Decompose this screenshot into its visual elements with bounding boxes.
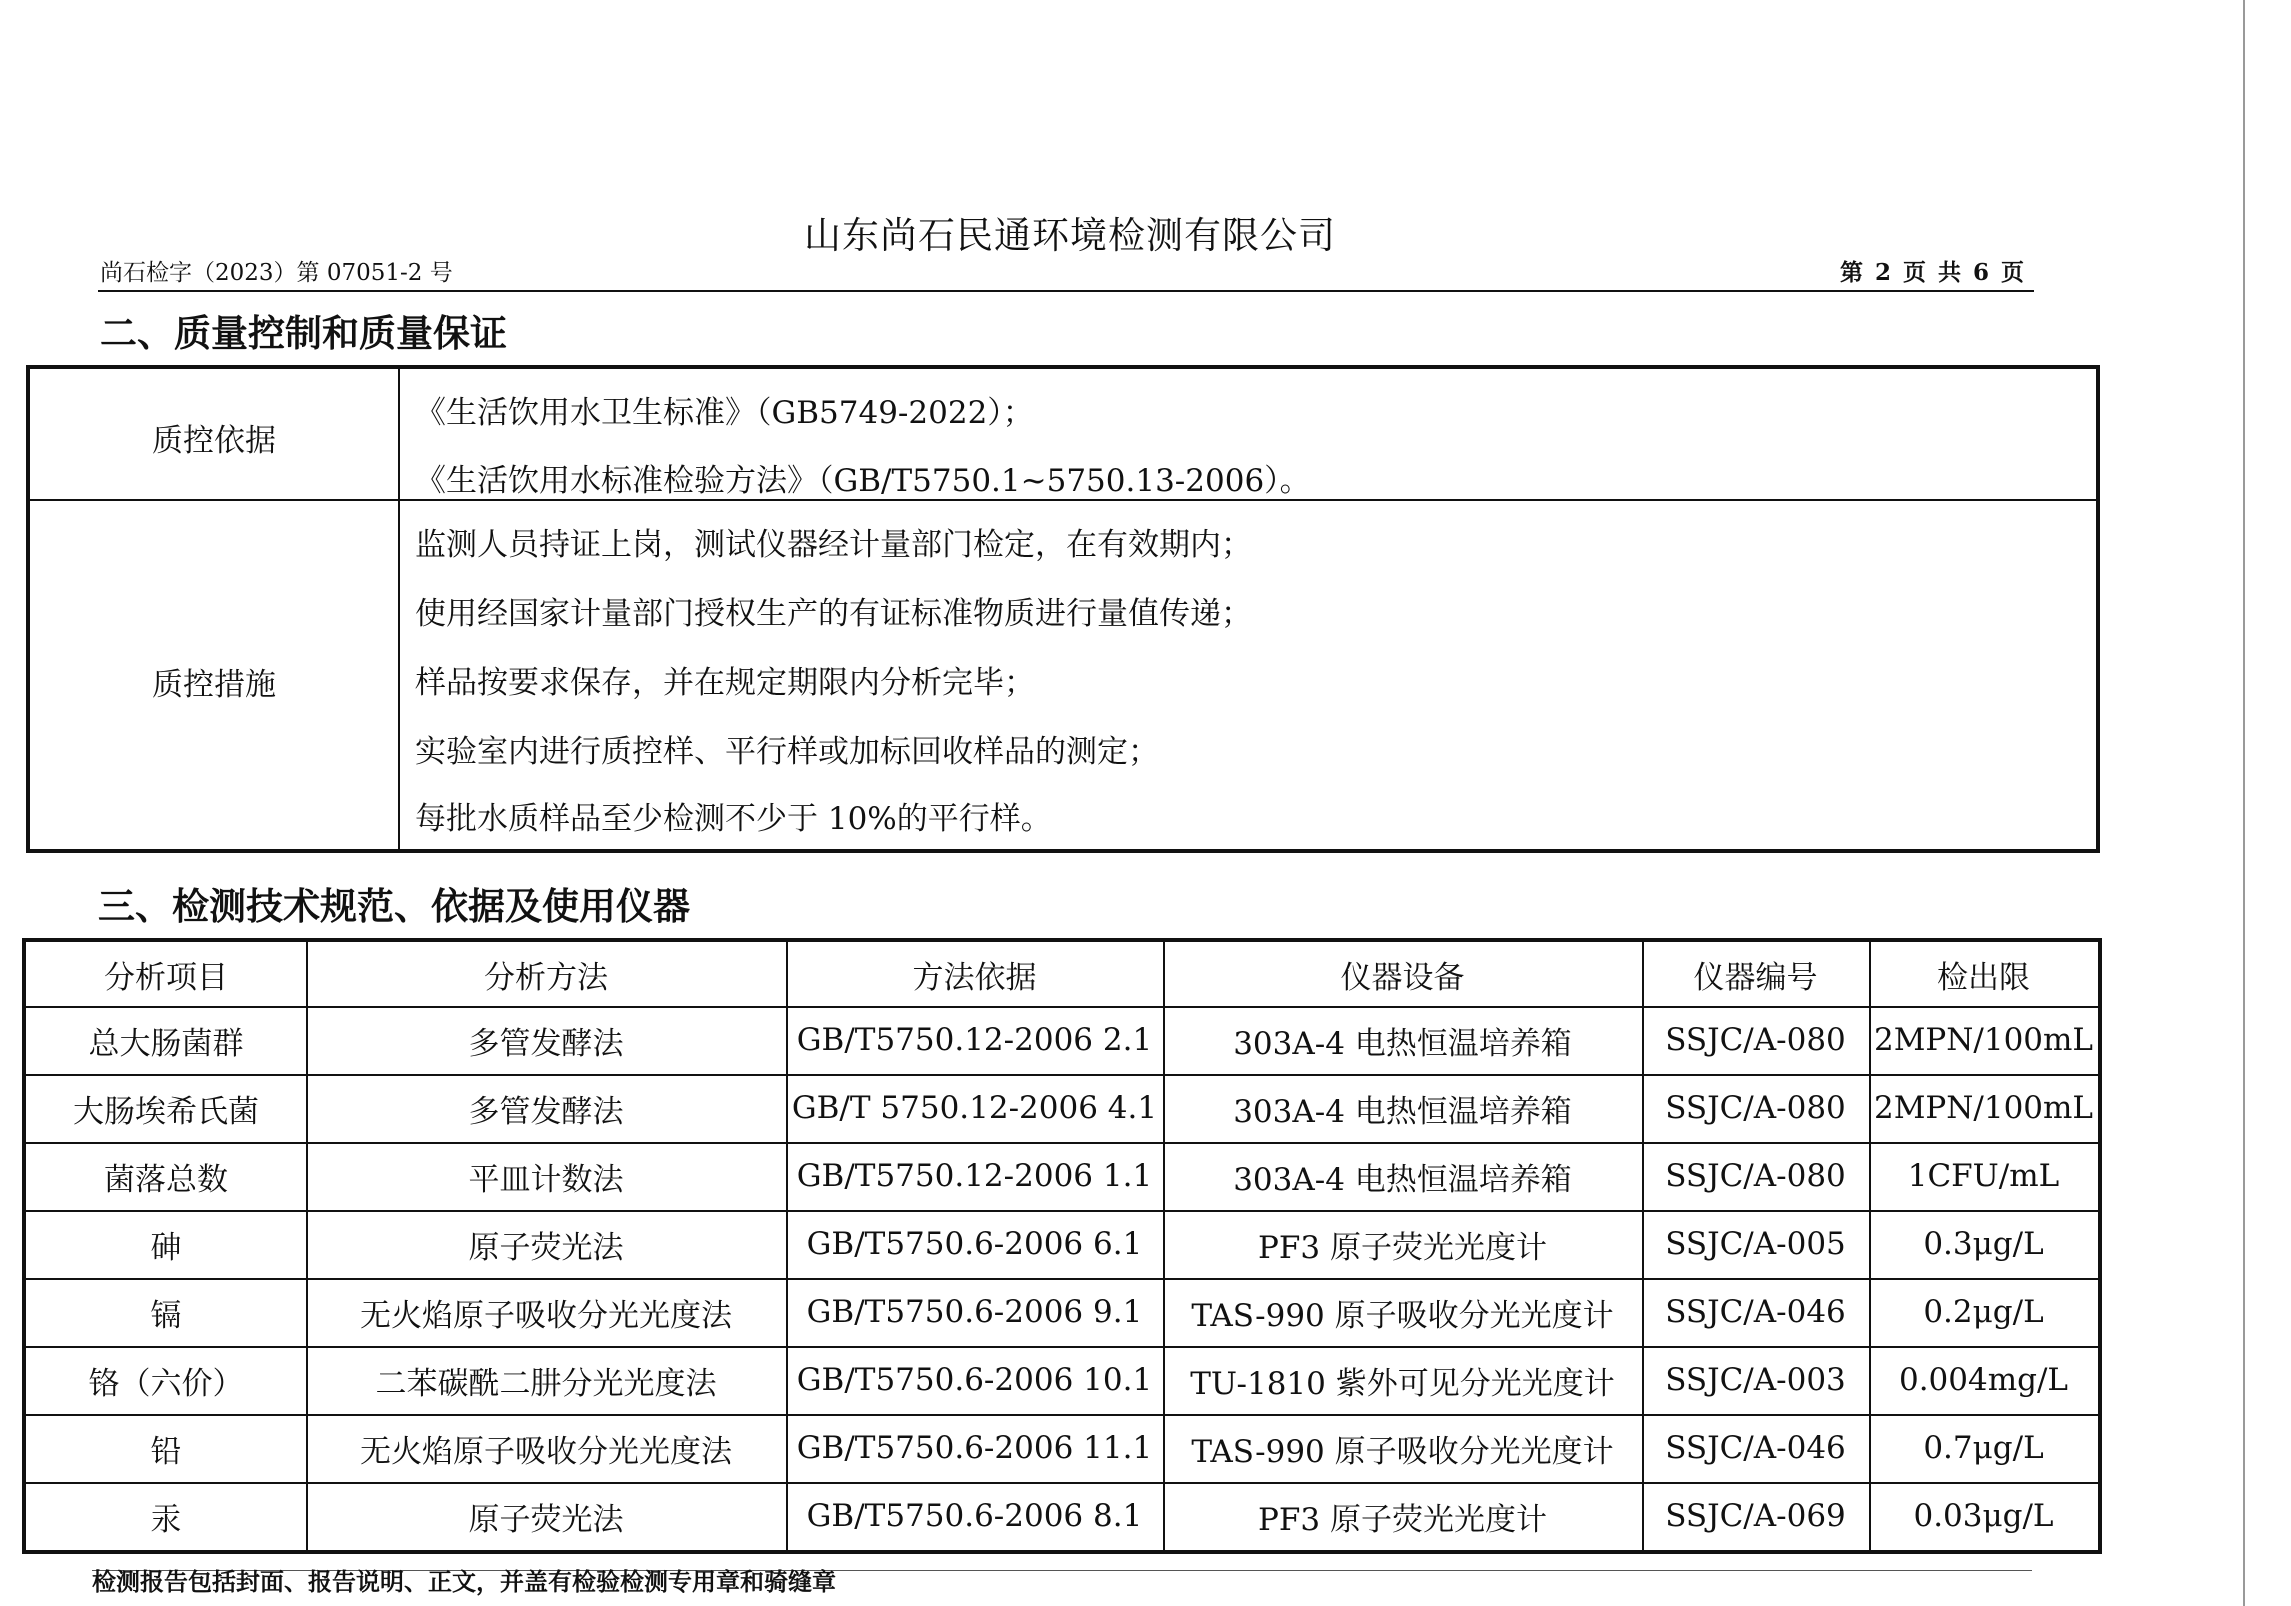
cell-instrument: 303A-4 电热恒温培养箱 bbox=[1233, 1161, 1572, 1198]
cell-analysis-item: 菌落总数 bbox=[104, 1161, 228, 1198]
qc-column-divider bbox=[398, 369, 400, 849]
report-number: 尚石检字（2023）第 07051-2 号 bbox=[100, 260, 453, 286]
cell-analysis-method: 无火焰原子吸收分光光度法 bbox=[360, 1433, 732, 1470]
cell-instrument-id: SSJC/A-080 bbox=[1665, 1022, 1846, 1058]
cell-analysis-item: 砷 bbox=[150, 1229, 182, 1266]
cell-instrument: TU-1810 紫外可见分光光度计 bbox=[1190, 1365, 1615, 1402]
cell-analysis-method: 平皿计数法 bbox=[468, 1161, 624, 1198]
cell-method-basis: GB/T5750.12-2006 2.1 bbox=[796, 1022, 1153, 1058]
header-analysis-method: 分析方法 bbox=[484, 959, 608, 996]
cell-method-basis: GB/T5750.6-2006 10.1 bbox=[796, 1362, 1153, 1398]
header-instrument-id: 仪器编号 bbox=[1693, 959, 1818, 996]
cell-detection-limit: 0.2μg/L bbox=[1923, 1294, 2044, 1330]
cell-method-basis: GB/T5750.6-2006 8.1 bbox=[806, 1498, 1143, 1534]
cell-instrument: TAS-990 原子吸收分光光度计 bbox=[1191, 1297, 1614, 1334]
cell-instrument-id: SSJC/A-069 bbox=[1665, 1498, 1846, 1534]
section-2-title: 二、质量控制和质量保证 bbox=[100, 312, 507, 355]
cell-method-basis: GB/T5750.6-2006 6.1 bbox=[806, 1226, 1143, 1262]
header-analysis-item: 分析项目 bbox=[104, 959, 228, 996]
cell-instrument: 303A-4 电热恒温培养箱 bbox=[1233, 1025, 1572, 1062]
page-indicator: 第 2 页 共 6 页 bbox=[1840, 259, 2027, 286]
cell-detection-limit: 0.03μg/L bbox=[1913, 1498, 2054, 1534]
cell-detection-limit: 2MPN/100mL bbox=[1873, 1090, 2094, 1126]
cell-detection-limit: 0.7μg/L bbox=[1923, 1430, 2044, 1466]
header-detection-limit: 检出限 bbox=[1937, 959, 2030, 996]
cell-analysis-item: 铅 bbox=[150, 1433, 182, 1470]
qc-basis-line: 《生活饮用水卫生标准》（GB5749-2022）； bbox=[415, 395, 1034, 431]
cell-analysis-item: 汞 bbox=[150, 1501, 182, 1538]
cell-analysis-method: 无火焰原子吸收分光光度法 bbox=[360, 1297, 732, 1334]
cell-analysis-method: 原子荧光法 bbox=[468, 1229, 624, 1266]
cell-method-basis: GB/T 5750.12-2006 4.1 bbox=[791, 1090, 1158, 1126]
header-divider bbox=[98, 290, 2034, 292]
scan-edge-line bbox=[2243, 0, 2245, 1606]
cell-instrument: 303A-4 电热恒温培养箱 bbox=[1233, 1093, 1572, 1130]
cell-instrument: TAS-990 原子吸收分光光度计 bbox=[1191, 1433, 1614, 1470]
cell-instrument-id: SSJC/A-003 bbox=[1665, 1362, 1846, 1398]
cell-method-basis: GB/T5750.12-2006 1.1 bbox=[796, 1158, 1153, 1194]
cell-method-basis: GB/T5750.6-2006 11.1 bbox=[796, 1430, 1153, 1466]
footer-note: 检测报告包括封面、报告说明、正文，并盖有检验检测专用章和骑缝章 bbox=[92, 1568, 836, 1596]
qc-measure-line: 每批水质样品至少检测不少于 10%的平行样。 bbox=[415, 801, 1052, 837]
cell-analysis-item: 总大肠菌群 bbox=[88, 1025, 244, 1062]
qc-basis-label: 质控依据 bbox=[152, 423, 276, 459]
header-method-basis: 方法依据 bbox=[912, 959, 1037, 996]
cell-analysis-method: 多管发酵法 bbox=[468, 1025, 624, 1062]
cell-instrument: PF3 原子荧光光度计 bbox=[1258, 1501, 1547, 1538]
qc-measures-label: 质控措施 bbox=[152, 667, 276, 703]
qc-measure-line: 样品按要求保存，并在规定期限内分析完毕； bbox=[415, 665, 1035, 701]
qc-basis-line: 《生活饮用水标准检验方法》（GB/T5750.1~5750.13-2006）。 bbox=[415, 463, 1311, 499]
cell-instrument: PF3 原子荧光光度计 bbox=[1258, 1229, 1547, 1266]
cell-detection-limit: 0.3μg/L bbox=[1923, 1226, 2044, 1262]
company-name: 山东尚石民通环境检测有限公司 bbox=[804, 214, 1336, 257]
qc-measure-line: 实验室内进行质控样、平行样或加标回收样品的测定； bbox=[415, 734, 1159, 770]
cell-instrument-id: SSJC/A-046 bbox=[1665, 1294, 1846, 1330]
cell-instrument-id: SSJC/A-005 bbox=[1665, 1226, 1846, 1262]
cell-analysis-method: 原子荧光法 bbox=[468, 1501, 624, 1538]
cell-instrument-id: SSJC/A-046 bbox=[1665, 1430, 1846, 1466]
method-table bbox=[22, 938, 2102, 1554]
cell-analysis-item: 大肠埃希氏菌 bbox=[73, 1093, 259, 1130]
quality-control-table bbox=[26, 365, 2100, 853]
cell-instrument-id: SSJC/A-080 bbox=[1665, 1090, 1846, 1126]
cell-analysis-item: 镉 bbox=[150, 1297, 182, 1334]
cell-analysis-method: 多管发酵法 bbox=[468, 1093, 624, 1130]
cell-detection-limit: 0.004mg/L bbox=[1898, 1362, 2069, 1398]
cell-method-basis: GB/T5750.6-2006 9.1 bbox=[806, 1294, 1143, 1330]
section-3-title: 三、检测技术规范、依据及使用仪器 bbox=[98, 885, 690, 928]
cell-instrument-id: SSJC/A-080 bbox=[1665, 1158, 1846, 1194]
cell-detection-limit: 1CFU/mL bbox=[1907, 1158, 2060, 1194]
header-instrument: 仪器设备 bbox=[1340, 959, 1465, 996]
qc-measure-line: 监测人员持证上岗，测试仪器经计量部门检定，在有效期内； bbox=[415, 527, 1252, 563]
qc-measure-line: 使用经国家计量部门授权生产的有证标准物质进行量值传递； bbox=[415, 596, 1252, 632]
cell-analysis-method: 二苯碳酰二肼分光光度法 bbox=[375, 1365, 717, 1402]
cell-detection-limit: 2MPN/100mL bbox=[1873, 1022, 2094, 1058]
cell-analysis-item: 铬（六价） bbox=[88, 1365, 244, 1402]
